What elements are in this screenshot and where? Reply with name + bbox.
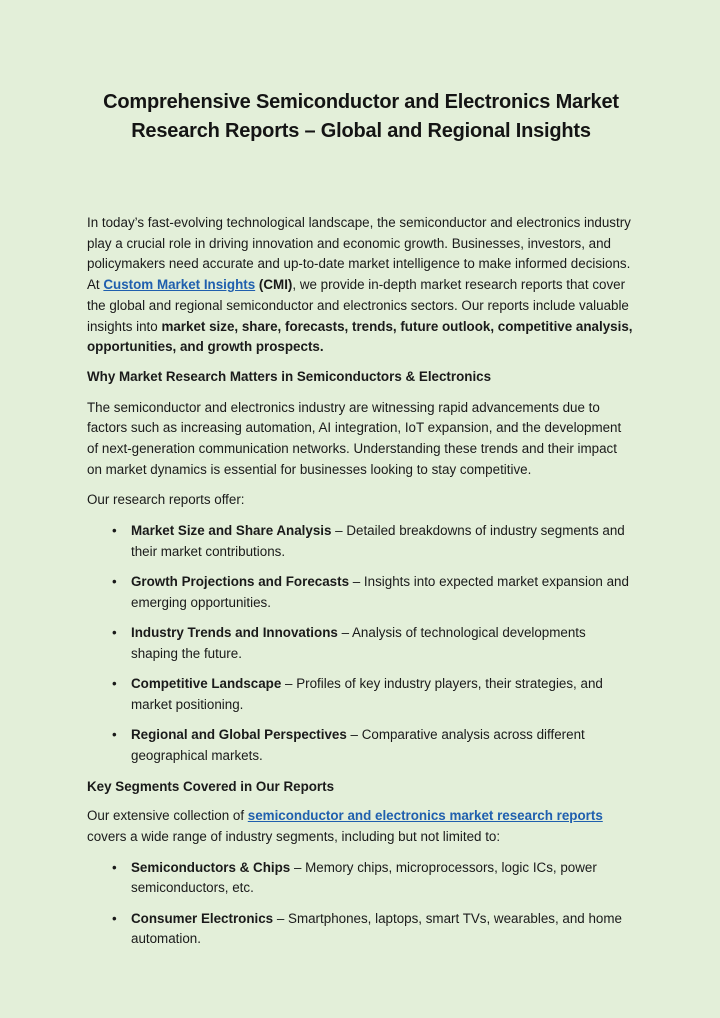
intro-bold-insights: market size, share, forecasts, trends, future outlook, competitive analysis, opportunities, and growth prospects.	[87, 318, 633, 355]
list-item-text: – Memory chips, microprocessors, logic ICs, power semiconductors, etc.	[131, 859, 597, 896]
title-line-1: Comprehensive Semiconductor and Electronics Market	[103, 91, 619, 113]
intro-paragraph	[87, 213, 635, 358]
title-line-2: Research Reports – Global and Regional Insights	[131, 120, 591, 142]
why-heading: Why Market Research Matters in Semiconductors & Electronics	[87, 368, 492, 384]
list-item	[87, 725, 635, 766]
list-item-text: – Profiles of key industry players, their strategies, and market positioning.	[131, 676, 603, 712]
document-title	[87, 88, 635, 146]
extensive-text-1: Our extensive collection of	[87, 808, 248, 824]
bullet-icon: •	[112, 523, 117, 539]
list-item-title: Semiconductors & Chips	[131, 859, 291, 875]
market-reports-link[interactable]: semiconductor and electronics market research reports	[247, 808, 603, 824]
bullet-icon: •	[112, 727, 117, 743]
cmi-abbreviation: (CMI)	[258, 277, 293, 293]
list-item	[87, 858, 635, 899]
offer-list	[87, 521, 635, 766]
segment-list	[87, 858, 635, 950]
list-item	[87, 521, 635, 562]
extensive-text-2: covers a wide range of industry segments, including but not limited to:	[87, 828, 501, 844]
extensive-paragraph	[87, 806, 635, 847]
offer-intro: Our research reports offer:	[87, 492, 245, 508]
industry-paragraph: The semiconductor and electronics industry are witnessing rapid advancements due to factors such as increasing automation, AI integration, IoT expansion, and the development of next-generation communication networks. Understanding these trends and their impact on market dynamics is essential for businesses looking to stay competitive.	[87, 399, 622, 477]
list-item-text: – Comparative analysis across different geographical markets.	[131, 727, 585, 763]
bullet-icon: •	[112, 574, 117, 590]
list-item-title: Competitive Landscape	[131, 676, 282, 692]
list-item-title: Consumer Electronics	[131, 910, 274, 926]
document-page	[87, 88, 635, 950]
list-item-title: Growth Projections and Forecasts	[131, 574, 350, 590]
bullet-icon: •	[112, 859, 117, 875]
list-item-title: Regional and Global Perspectives	[131, 727, 347, 743]
list-item	[87, 909, 635, 950]
list-item-text: – Smartphones, laptops, smart TVs, wearables, and home automation.	[131, 910, 622, 947]
list-item-title: Market Size and Share Analysis	[131, 523, 332, 539]
list-item	[87, 623, 635, 664]
bullet-icon: •	[112, 676, 117, 692]
list-item	[87, 572, 635, 613]
list-item-text: – Analysis of technological developments shaping the future.	[131, 625, 586, 661]
custom-market-insights-link[interactable]: Custom Market Insights	[103, 277, 256, 293]
intro-text-1: In today’s fast-evolving technological landscape, the semiconductor and electronics industry play a crucial role in driving innovation and economic growth. Businesses, investors, and policymakers need accurate and up-to-date market intelligence to make informed decisions. At	[87, 215, 631, 293]
list-item-text: – Insights into expected market expansion and emerging opportunities.	[131, 574, 629, 610]
bullet-icon: •	[112, 910, 117, 926]
list-item-title: Industry Trends and Innovations	[131, 625, 338, 641]
list-item-text: – Detailed breakdowns of industry segments and their market contributions.	[131, 523, 625, 559]
intro-text-2: , we provide in-depth market research reports that cover the global and regional semiconductor and electronics sectors. Our reports include valuable insights into	[87, 277, 629, 334]
key-segments-heading: Key Segments Covered in Our Reports	[87, 778, 335, 794]
list-item	[87, 674, 635, 715]
bullet-icon: •	[112, 625, 117, 641]
